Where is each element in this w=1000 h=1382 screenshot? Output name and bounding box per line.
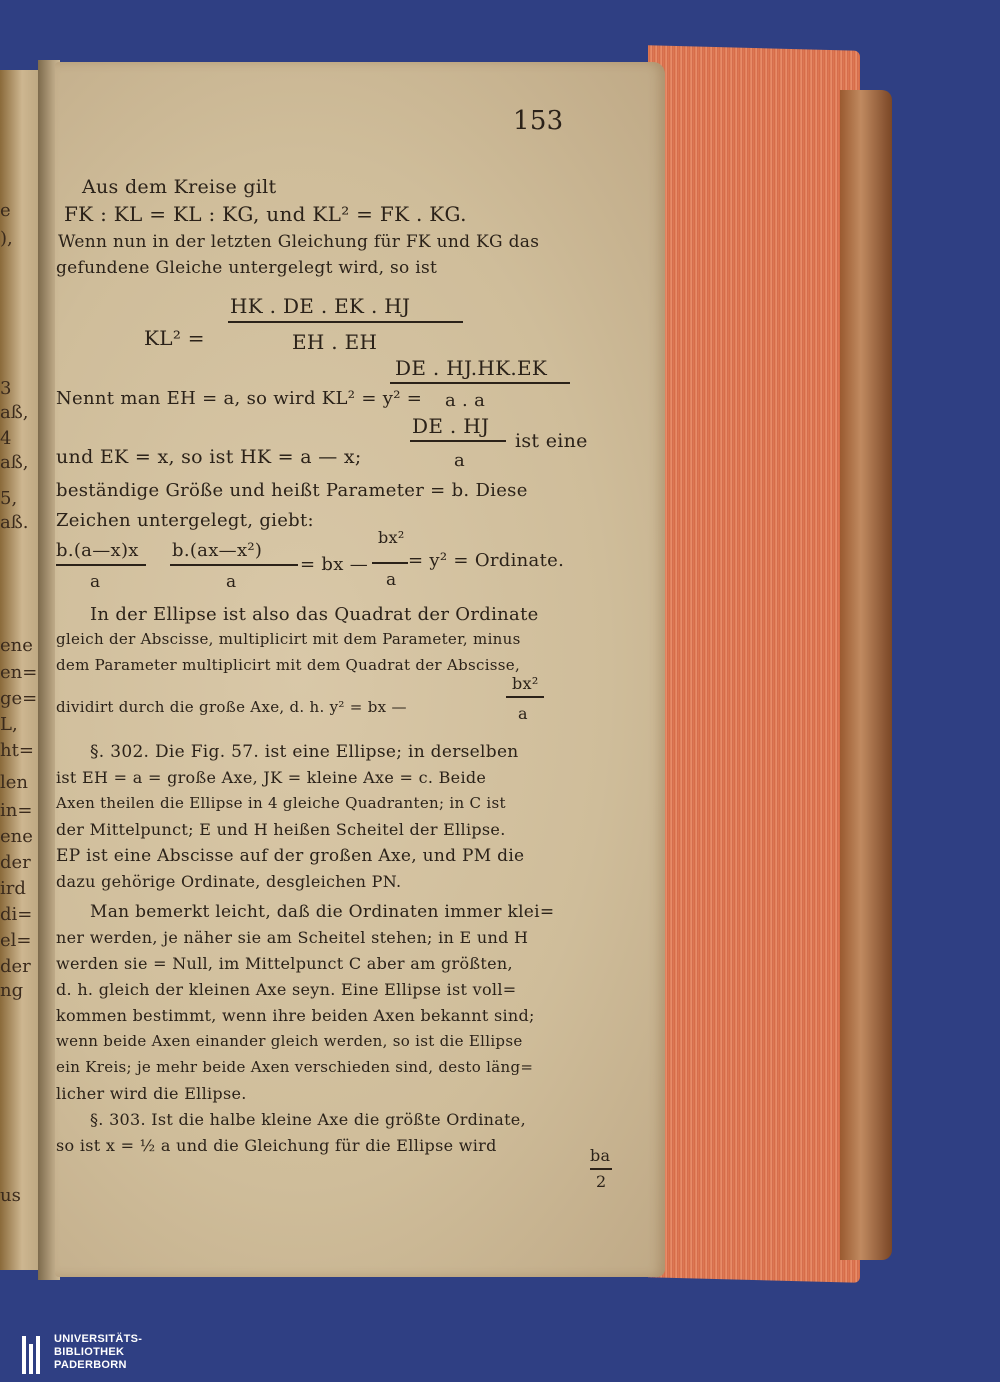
text-line: dem Parameter multiplicirt mit dem Quadrat der Abscisse, (56, 656, 521, 674)
fraction-denominator: a (90, 572, 101, 592)
fraction-bar (390, 382, 570, 384)
text-line: beständige Größe und heißt Parameter = b. Diese (56, 480, 528, 501)
left-fragment: ), (0, 228, 13, 249)
text-line: wenn beide Axen einander gleich werden, so ist die Ellipse (56, 1032, 523, 1050)
fraction-bar (56, 564, 146, 566)
text-line: kommen bestimmt, wenn ihre beiden Axen bekannt sind; (56, 1006, 535, 1025)
text-line: ist eine (515, 430, 588, 452)
text-line: EP ist eine Abscisse auf der großen Axe, und PM die (56, 846, 525, 866)
fraction-numerator: bx² (378, 528, 405, 547)
left-fragment: der (0, 852, 31, 873)
section-heading: §. 303. Ist die halbe kleine Axe die größte Ordinate, (90, 1110, 526, 1129)
left-fragment: el= (0, 930, 32, 951)
logo-line: BIBLIOTHEK (54, 1346, 125, 1358)
left-fragment: ene (0, 826, 33, 847)
left-fragment: ng (0, 980, 24, 1001)
left-fragment: ene (0, 635, 33, 656)
fraction-denominator: a (386, 570, 397, 590)
fraction-numerator: b.(a—x)x (56, 540, 139, 561)
fraction-numerator: HK . DE . EK . HJ (230, 294, 411, 318)
left-fragment: 3 (0, 378, 12, 399)
left-fragment: der (0, 956, 31, 977)
fraction-numerator: DE . HJ (412, 414, 490, 438)
library-logo-icon (22, 1334, 46, 1376)
fraction-numerator: DE . HJ.HK.EK (395, 356, 548, 380)
left-fragment: 5, (0, 488, 18, 509)
text-line: werden sie = Null, im Mittelpunct C aber am größten, (56, 954, 513, 973)
fraction-denominator: a (518, 704, 528, 723)
fraction-denominator: a (226, 572, 237, 592)
text-line: In der Ellipse ist also das Quadrat der Ordinate (90, 604, 539, 625)
fraction-denominator: a (454, 450, 466, 471)
fraction-denominator: a . a (445, 390, 486, 411)
text-line: Wenn nun in der letzten Gleichung für FK und KG das (58, 232, 540, 252)
equation-term: = y² = Ordinate. (408, 550, 565, 571)
catchword: 2 (596, 1172, 607, 1191)
left-fragment: len (0, 772, 29, 793)
fraction-bar (410, 440, 506, 442)
left-fragment: L, (0, 714, 18, 735)
left-fragment: us (0, 1185, 21, 1206)
text-line: und EK = x, so ist HK = a — x; (56, 446, 362, 468)
text-line: Zeichen untergelegt, giebt: (56, 510, 314, 531)
text-line: dazu gehörige Ordinate, desgleichen PN. (56, 872, 402, 891)
left-fragment: aß, (0, 452, 29, 473)
logo-line: UNIVERSITÄTS- (54, 1333, 143, 1345)
text-line: Man bemerkt leicht, daß die Ordinaten immer klei= (90, 902, 555, 922)
logo-line: PADERBORN (54, 1359, 127, 1371)
text-line: ein Kreis; je mehr beide Axen verschieden sind, desto läng= (56, 1058, 534, 1076)
left-fragment: in= (0, 800, 33, 821)
text-line: licher wird die Ellipse. (56, 1084, 247, 1103)
text-line: Axen theilen die Ellipse in 4 gleiche Quadranten; in C ist (56, 794, 506, 812)
text-line: der Mittelpunct; E und H heißen Scheitel der Ellipse. (56, 820, 506, 839)
text-line: gleich der Abscisse, multiplicirt mit dem Parameter, minus (56, 630, 521, 648)
left-fragment: ht= (0, 740, 34, 761)
text-line: d. h. gleich der kleinen Axe seyn. Eine Ellipse ist voll= (56, 980, 517, 999)
footer-bar (0, 1330, 1000, 1382)
text-line: FK : KL = KL : KG, und KL² = FK . KG. (64, 202, 467, 226)
library-logo-text (54, 1333, 142, 1372)
catchword: ba (590, 1146, 611, 1165)
fraction-numerator: bx² (512, 674, 539, 693)
fraction-bar (372, 562, 408, 564)
text-line: Aus dem Kreise gilt (82, 176, 277, 198)
fraction-bar (228, 321, 463, 323)
left-fragment: 4 (0, 428, 12, 449)
left-fragment: aß. (0, 512, 29, 533)
text-line: ist EH = a = große Axe, JK = kleine Axe = c. Beide (56, 768, 487, 787)
equation-term: = bx — (300, 554, 368, 575)
page-edges (648, 45, 860, 1283)
fraction-bar (170, 564, 298, 566)
previous-page-edge (0, 70, 40, 1270)
fraction-bar (506, 696, 544, 698)
page-number: 153 (513, 106, 564, 136)
equation-lhs: KL² = (144, 326, 205, 350)
text-line: Nennt man EH = a, so wird KL² = y² = (56, 388, 423, 409)
left-fragment: e (0, 200, 11, 221)
left-fragment: aß, (0, 402, 29, 423)
section-heading: §. 302. Die Fig. 57. ist eine Ellipse; in derselben (90, 742, 519, 762)
text-line: dividirt durch die große Axe, d. h. y² = bx — (56, 698, 407, 716)
text-line: gefundene Gleiche untergelegt wird, so ist (56, 258, 438, 278)
fraction-denominator: EH . EH (292, 330, 378, 354)
left-fragment: ird (0, 878, 26, 899)
left-fragment: ge= (0, 688, 38, 709)
fraction-numerator: b.(ax—x²) (172, 540, 263, 561)
left-fragment: di= (0, 904, 33, 925)
book-cover (840, 90, 892, 1260)
left-fragment: en= (0, 662, 38, 683)
text-line: ner werden, je näher sie am Scheitel stehen; in E und H (56, 928, 529, 947)
text-line: so ist x = ½ a und die Gleichung für die Ellipse wird (56, 1136, 497, 1155)
fraction-bar (590, 1168, 612, 1170)
